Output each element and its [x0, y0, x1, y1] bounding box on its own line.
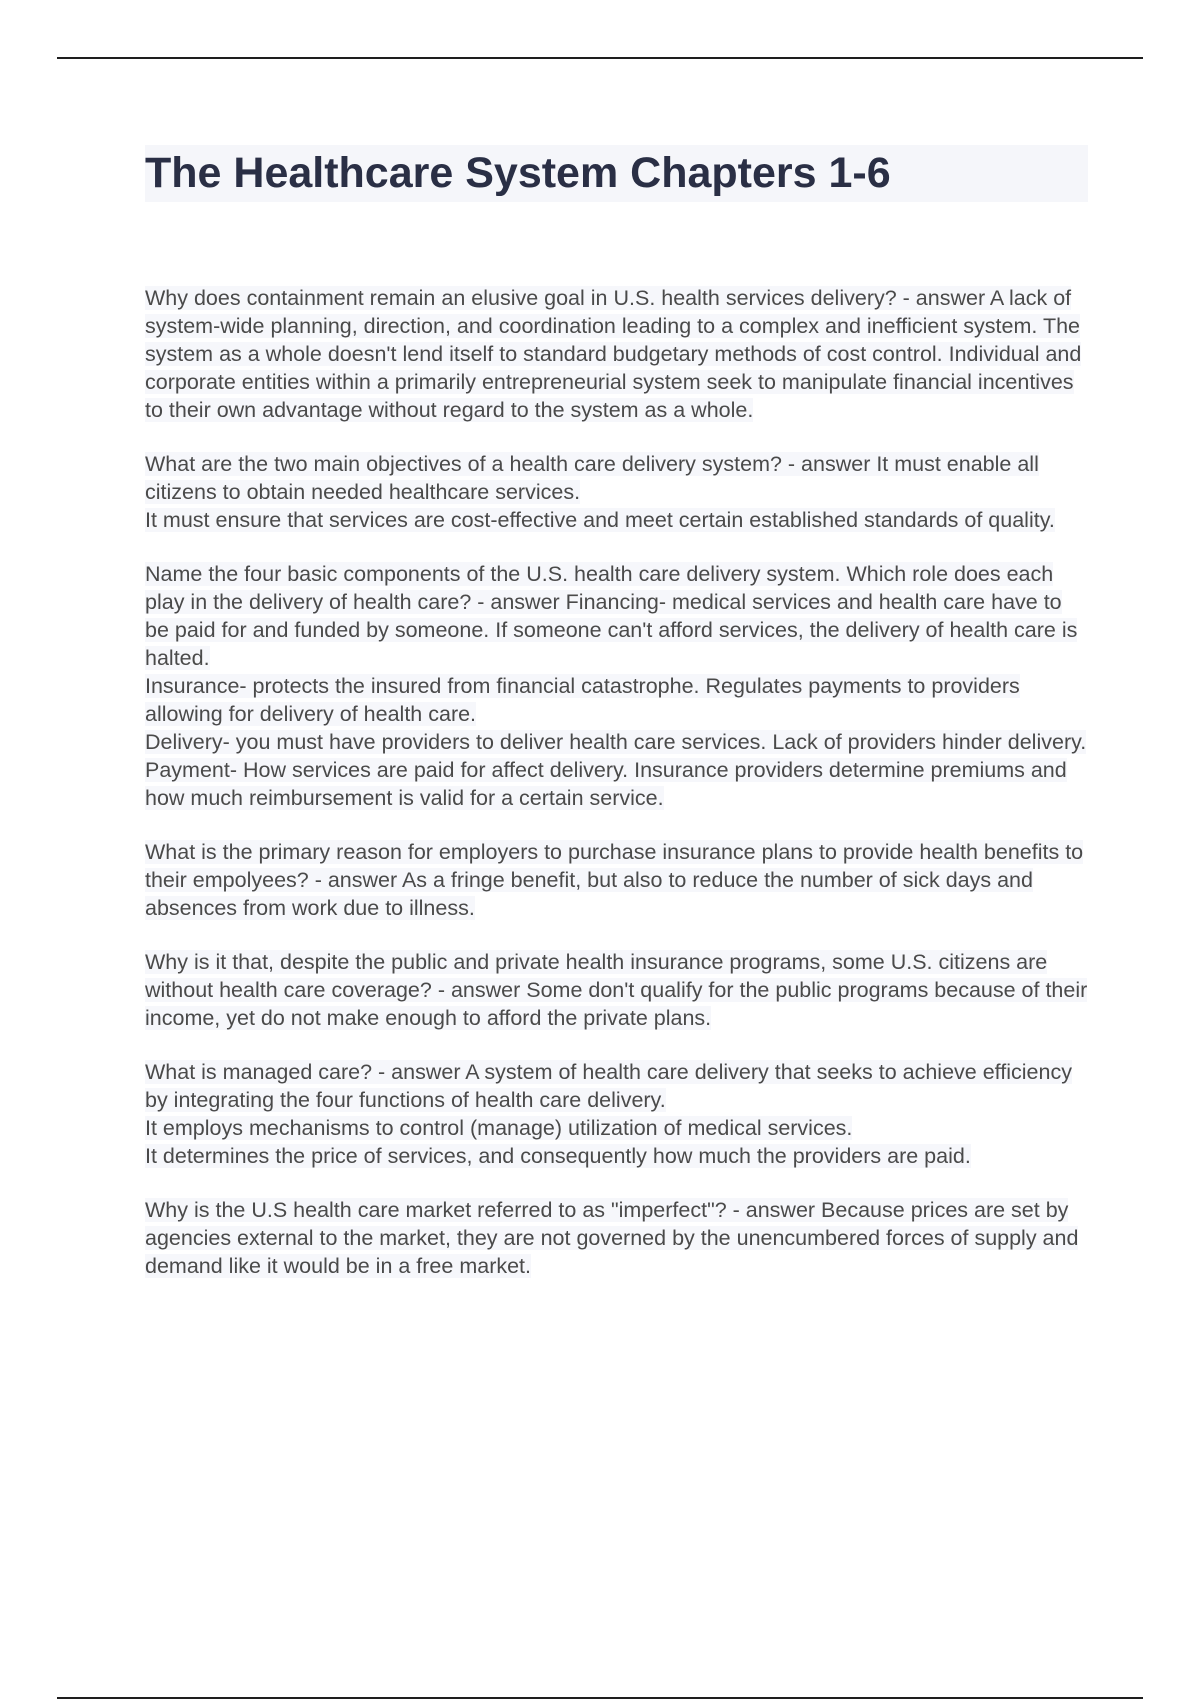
qa-item	[145, 838, 1090, 922]
answer: As a fringe benefit, but also to reduce the number of sick days and absences from work due to illness.	[145, 868, 1033, 920]
qa-item	[145, 450, 1090, 534]
question: Why is the U.S health care market referred to as "imperfect"?	[145, 1198, 727, 1222]
answer-separator: - answer	[896, 286, 990, 310]
answer: Financing- medical services and health care have to be paid for and funded by someone. If someone can't afford services, the delivery of health care is halted. Insurance- protects the insured from financial catastrophe. Regulates payments to providers allowing for delivery of health care. Delivery- you must have providers to deliver health care services. Lack of providers hinder delivery. Payment- How services are paid for affect delivery. Insurance providers determine premiums and how much reimbursement is valid for a certain service.	[145, 590, 1087, 810]
question: Name the four basic components of the U.S. health care delivery system. Which role does each play in the delivery of health care?	[145, 562, 1054, 614]
qa-item	[145, 948, 1090, 1032]
question: Why does containment remain an elusive goal in U.S. health services delivery?	[145, 286, 897, 310]
question: What is managed care?	[145, 1060, 373, 1084]
qa-item	[145, 1196, 1090, 1280]
qa-item	[145, 560, 1090, 812]
answer-separator: - answer	[781, 452, 877, 476]
qa-item	[145, 284, 1090, 424]
answer: It must enable all citizens to obtain needed healthcare services. It must ensure that services are cost-effective and meet certain established standards of quality.	[145, 452, 1055, 532]
qa-item	[145, 1058, 1090, 1170]
answer-separator: - answer	[726, 1198, 822, 1222]
answer-separator: - answer	[308, 868, 402, 892]
question: What are the two main objectives of a health care delivery system?	[145, 452, 782, 476]
answer: Because prices are set by agencies external to the market, they are not governed by the unencumbered forces of supply and demand like it would be in a free market.	[145, 1198, 1079, 1278]
answer: A lack of system-wide planning, direction, and coordination leading to a complex and inefficient system. The system as a whole doesn't lend itself to standard budgetary methods of cost control. Individual and corporate entities within a primarily entrepreneurial system seek to manipulate financial incentives to their own advantage without regard to the system as a whole.	[145, 286, 1082, 422]
title-bar	[145, 145, 1088, 202]
answer: Some don't qualify for the public programs because of their income, yet do not make enough to afford the private plans.	[145, 978, 1088, 1030]
answer-separator: - answer	[431, 978, 527, 1002]
answer: A system of health care delivery that seeks to achieve efficiency by integrating the four functions of health care delivery. It employs mechanisms to control (manage) utilization of medical services. It determines the price of services, and consequently how much the providers are paid.	[145, 1060, 1072, 1168]
answer-separator: - answer	[372, 1060, 466, 1084]
document-title: The Healthcare System Chapters 1-6	[145, 149, 891, 197]
answer-separator: - answer	[471, 590, 566, 614]
top-rule	[57, 57, 1143, 59]
question: Why is it that, despite the public and private health insurance programs, some U.S. citizens are without health care coverage?	[145, 950, 1048, 1002]
question: What is the primary reason for employers to purchase insurance plans to provide health benefits to their empolyees?	[145, 840, 1084, 892]
bottom-rule	[57, 1697, 1143, 1699]
qa-list	[145, 284, 1090, 1306]
